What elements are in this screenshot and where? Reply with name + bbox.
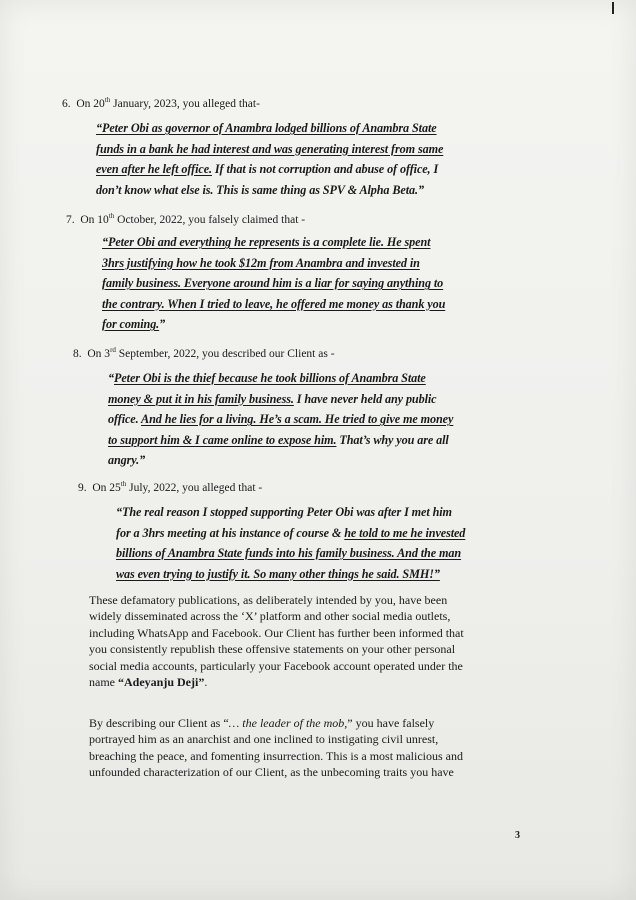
- underlined-text: “Peter Obi as governor of Anambra lodged billions of Anambra State: [96, 121, 437, 135]
- quote-line: [108, 389, 453, 410]
- quote-text: office.: [108, 412, 142, 426]
- margin-mark: [612, 2, 614, 14]
- paragraph-line: widely disseminated across the ‘X’ platform and other social media outlets,: [89, 609, 451, 624]
- intro-text: On 10: [80, 214, 109, 226]
- quote-line: [116, 543, 465, 564]
- quote-line: [108, 450, 453, 471]
- intro-text: July, 2022, you alleged that -: [126, 482, 263, 494]
- item-number: 6.: [62, 98, 71, 110]
- quote-line: [108, 430, 453, 451]
- quote-line: [116, 564, 465, 585]
- underlined-text: he told to me he invested: [344, 525, 466, 540]
- underlined-text: even after he left office.: [96, 162, 212, 176]
- account-name: “Adeyanju Deji”: [118, 674, 205, 689]
- quote-text: “: [108, 371, 114, 385]
- intro-sup: th: [104, 96, 111, 105]
- quote-text: If that is not corruption and abuse of office, I: [211, 162, 439, 176]
- intro-sup: th: [108, 212, 115, 221]
- intro-sup: th: [120, 480, 127, 489]
- quote-text: “The real reason I stopped supporting Peter Obi was after I met him: [116, 505, 452, 519]
- quote-line: [96, 180, 443, 201]
- item-6-heading: [62, 98, 260, 110]
- underlined-text: for coming.: [102, 317, 160, 331]
- intro-text: October, 2022, you falsely claimed that -: [114, 214, 306, 226]
- quote-line: [96, 139, 443, 160]
- underlined-text: billions of Anambra State funds into his family business. And the man: [116, 546, 462, 560]
- quote-line: [116, 502, 465, 523]
- text: .: [204, 674, 208, 689]
- paragraph-line: social media accounts, particularly your Facebook account operated under the: [89, 658, 463, 673]
- quote-line: [102, 314, 445, 335]
- quote-text: ”: [159, 317, 166, 331]
- paragraph-line: [89, 715, 521, 731]
- quote-line: [116, 523, 465, 544]
- paragraph-line: including WhatsApp and Facebook. Our Client has further been informed that: [89, 625, 464, 640]
- item-number: 9.: [78, 482, 87, 494]
- underlined-text: family business. Everyone around him is a liar for saying anything to: [102, 276, 444, 290]
- paragraph-line: portrayed him as an anarchist and one inclined to instigating civil unrest,: [89, 732, 439, 747]
- item-6-quote: [96, 118, 443, 200]
- intro-text: On 3: [87, 348, 111, 360]
- underlined-text: funds in a bank he had interest and was generating interest from same: [96, 141, 444, 156]
- quote-line: [108, 368, 453, 389]
- quote-text: don’t know what else is. This is same thing as SPV & Alpha Beta.”: [96, 182, 424, 197]
- item-7-heading: [66, 214, 305, 226]
- paragraph-characterization: [89, 715, 521, 781]
- underlined-text: money & put it in his family business.: [108, 391, 294, 406]
- text: By describing our Client as “: [89, 716, 229, 730]
- underlined-text: Peter Obi is the thief because he took billions of Anambra State: [114, 371, 426, 385]
- quote-text: That’s why you are all: [336, 432, 449, 447]
- quote-line: [102, 294, 445, 315]
- item-number: 8.: [73, 348, 82, 360]
- underlined-text: to support him & I came online to expose him.: [108, 432, 337, 447]
- underlined-text: “Peter Obi and everything he represents is a complete lie. He spent: [102, 235, 431, 249]
- intro-text: On 25: [92, 482, 121, 494]
- paragraph-line: [89, 674, 521, 690]
- quote-text: for a 3hrs meeting at his instance of course &: [116, 525, 345, 540]
- paragraph-line: These defamatory publications, as deliberately intended by you, have been: [89, 593, 448, 607]
- page-number: 3: [515, 830, 520, 841]
- text: ” you have falsely: [347, 716, 435, 730]
- item-7-quote: [102, 232, 445, 335]
- quote-line: [96, 118, 443, 139]
- quote-line: [102, 232, 445, 253]
- paragraph-line: you consistently republish these offensive statements on your other personal: [89, 642, 456, 657]
- item-9-quote: [116, 502, 465, 584]
- quote-line: [96, 159, 443, 180]
- intro-sup: rd: [110, 346, 116, 355]
- item-9-heading: [78, 482, 262, 494]
- paragraph-publications: [89, 592, 521, 690]
- underlined-text: the contrary. When I tried to leave, he offered me money as thank you: [102, 296, 446, 311]
- intro-text: On 20: [76, 98, 105, 110]
- paragraph-line: breaching the peace, and fomenting insurrection. This is a most malicious and: [89, 748, 464, 763]
- underlined-text: was even trying to justify it. So many other things he said. SMH!”: [116, 566, 440, 581]
- item-8-quote: [108, 368, 453, 471]
- quote-text: I have never held any public: [293, 391, 437, 406]
- quoted-phrase: … the leader of the mob,: [228, 716, 348, 730]
- item-8-heading: [73, 348, 335, 360]
- intro-text: January, 2023, you alleged that-: [110, 98, 260, 110]
- item-number: 7.: [66, 214, 75, 226]
- paragraph-line: unfounded characterization of our Client, as the unbecoming traits you have: [89, 765, 454, 780]
- text: name: [89, 674, 118, 689]
- underlined-text: 3hrs justifying how he took $12m from Anambra and invested in: [102, 255, 420, 270]
- quote-line: [102, 273, 445, 294]
- quote-text: angry.”: [108, 453, 146, 467]
- quote-line: [108, 409, 453, 430]
- intro-text: September, 2022, you described our Client as -: [115, 348, 335, 360]
- quote-line: [102, 253, 445, 274]
- underlined-text: And he lies for a living. He’s a scam. He tried to give me money: [141, 412, 454, 426]
